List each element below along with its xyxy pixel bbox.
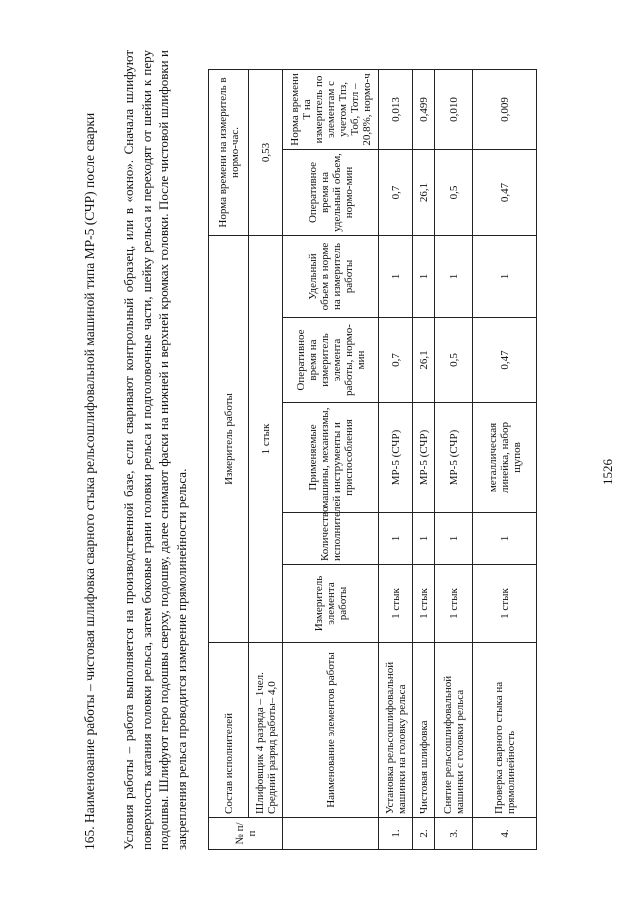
table-row bbox=[473, 69, 537, 849]
row-op-time-unit: 0,7 bbox=[379, 149, 413, 235]
rotated-content bbox=[18, 35, 623, 875]
row-element-name: Снятие рельсошлифовальной машинки с головки рельса bbox=[435, 643, 473, 818]
header-num-empty bbox=[283, 818, 379, 850]
row-op-time: 0,5 bbox=[435, 318, 473, 403]
row-element-name: Установка рельсошлифовальной машинки на головку рельса bbox=[379, 643, 413, 818]
row-num: 1. bbox=[379, 818, 413, 850]
header-unit-volume: Удельный объем в норме на измеритель работы bbox=[283, 235, 379, 317]
row-count: 1 bbox=[473, 513, 537, 565]
row-unit-volume: 1 bbox=[379, 235, 413, 317]
row-op-time-unit: 0,5 bbox=[435, 149, 473, 235]
row-unit-volume: 1 bbox=[413, 235, 435, 317]
row-meter: 1 стык bbox=[435, 565, 473, 643]
header-op-time-unit: Оперативное время на удельный объем, нормо-мин bbox=[283, 149, 379, 235]
staff-value: Шлифовщик 4 разряда – 1чел. Средний разряд работы– 4,0 bbox=[249, 643, 283, 818]
row-count: 1 bbox=[413, 513, 435, 565]
row-meter: 1 стык bbox=[379, 565, 413, 643]
time-norm-value: 0,53 bbox=[249, 69, 283, 235]
row-norm-t: 0,010 bbox=[435, 69, 473, 149]
header-op-time: Оперативное время на измеритель элемента работы, нормо-мин bbox=[283, 318, 379, 403]
header-equipment: Применяемые машины, механизмы, инструменты и приспособления bbox=[283, 403, 379, 513]
row-num: 2. bbox=[413, 818, 435, 850]
row-op-time: 0,47 bbox=[473, 318, 537, 403]
conditions-label: Условия работы bbox=[121, 759, 136, 850]
header-meter: Измеритель работы bbox=[209, 235, 249, 642]
header-time-norm: Норма времени на измеритель в нормо-час. bbox=[209, 69, 249, 235]
row-num: 4. bbox=[473, 818, 537, 850]
header-elements: Наименование элементов работы bbox=[283, 643, 379, 818]
row-element-name: Проверка сварного стыка на прямолинейность bbox=[473, 643, 537, 818]
row-count: 1 bbox=[435, 513, 473, 565]
conditions-text: – работа выполняется на производственной базе, если сваривают контрольный образец, или в «окно». Сначала шлифуют поверхность катания головки рельса, затем боковые грани головки рельса и подголовочные части, шейку рельса и переходят от шейки к перу подошвы. Шлифуют перо подошвы сверху, подошву, далее снимают фаски на нижней и верхней кромках головки. После чистовой шлифовки и закрепления рельса проводится измерение прямолинейности рельса. bbox=[121, 50, 189, 850]
row-norm-t: 0,013 bbox=[379, 69, 413, 149]
work-title: 165. Наименование работы – чистовая шлифовка сварного стыка рельсошлифовальной машиной типа МР-5 (СЧР) после сварки bbox=[82, 112, 97, 850]
row-count: 1 bbox=[379, 513, 413, 565]
row-op-time: 26,1 bbox=[413, 318, 435, 403]
row-num: 3. bbox=[435, 818, 473, 850]
row-equipment: металлическая линейка, набор щупов bbox=[473, 403, 537, 513]
work-conditions-paragraph bbox=[120, 50, 190, 850]
norm-table bbox=[208, 69, 537, 850]
row-equipment: МР-5 (СЧР) bbox=[435, 403, 473, 513]
table-row bbox=[413, 69, 435, 849]
row-equipment: МР-5 (СЧР) bbox=[413, 403, 435, 513]
header-norm-t: Норма времени Т на измеритель по элементам с учетом Тпз, Тоб, Тотл – 20,8%, нормо-ч bbox=[283, 69, 379, 149]
row-unit-volume: 1 bbox=[473, 235, 537, 317]
row-op-time-unit: 0,47 bbox=[473, 149, 537, 235]
row-element-name: Чистовая шлифовка bbox=[413, 643, 435, 818]
table-row bbox=[379, 69, 413, 849]
row-meter: 1 стык bbox=[413, 565, 435, 643]
row-op-time: 0,7 bbox=[379, 318, 413, 403]
header-meter-elem: Измеритель элемента работы bbox=[283, 565, 379, 643]
row-norm-t: 0,499 bbox=[413, 69, 435, 149]
header-num: № п/п bbox=[209, 818, 283, 850]
meter-value: 1 стык bbox=[249, 235, 283, 642]
row-unit-volume: 1 bbox=[435, 235, 473, 317]
row-equipment: МР-5 (СЧР) bbox=[379, 403, 413, 513]
table-row bbox=[435, 69, 473, 849]
row-meter: 1 стык bbox=[473, 565, 537, 643]
header-staff: Состав исполнителей bbox=[209, 643, 249, 818]
row-op-time-unit: 26,1 bbox=[413, 149, 435, 235]
header-count: Количество исполнителей bbox=[283, 513, 379, 565]
page-number: 1526 bbox=[600, 459, 615, 485]
row-norm-t: 0,009 bbox=[473, 69, 537, 149]
